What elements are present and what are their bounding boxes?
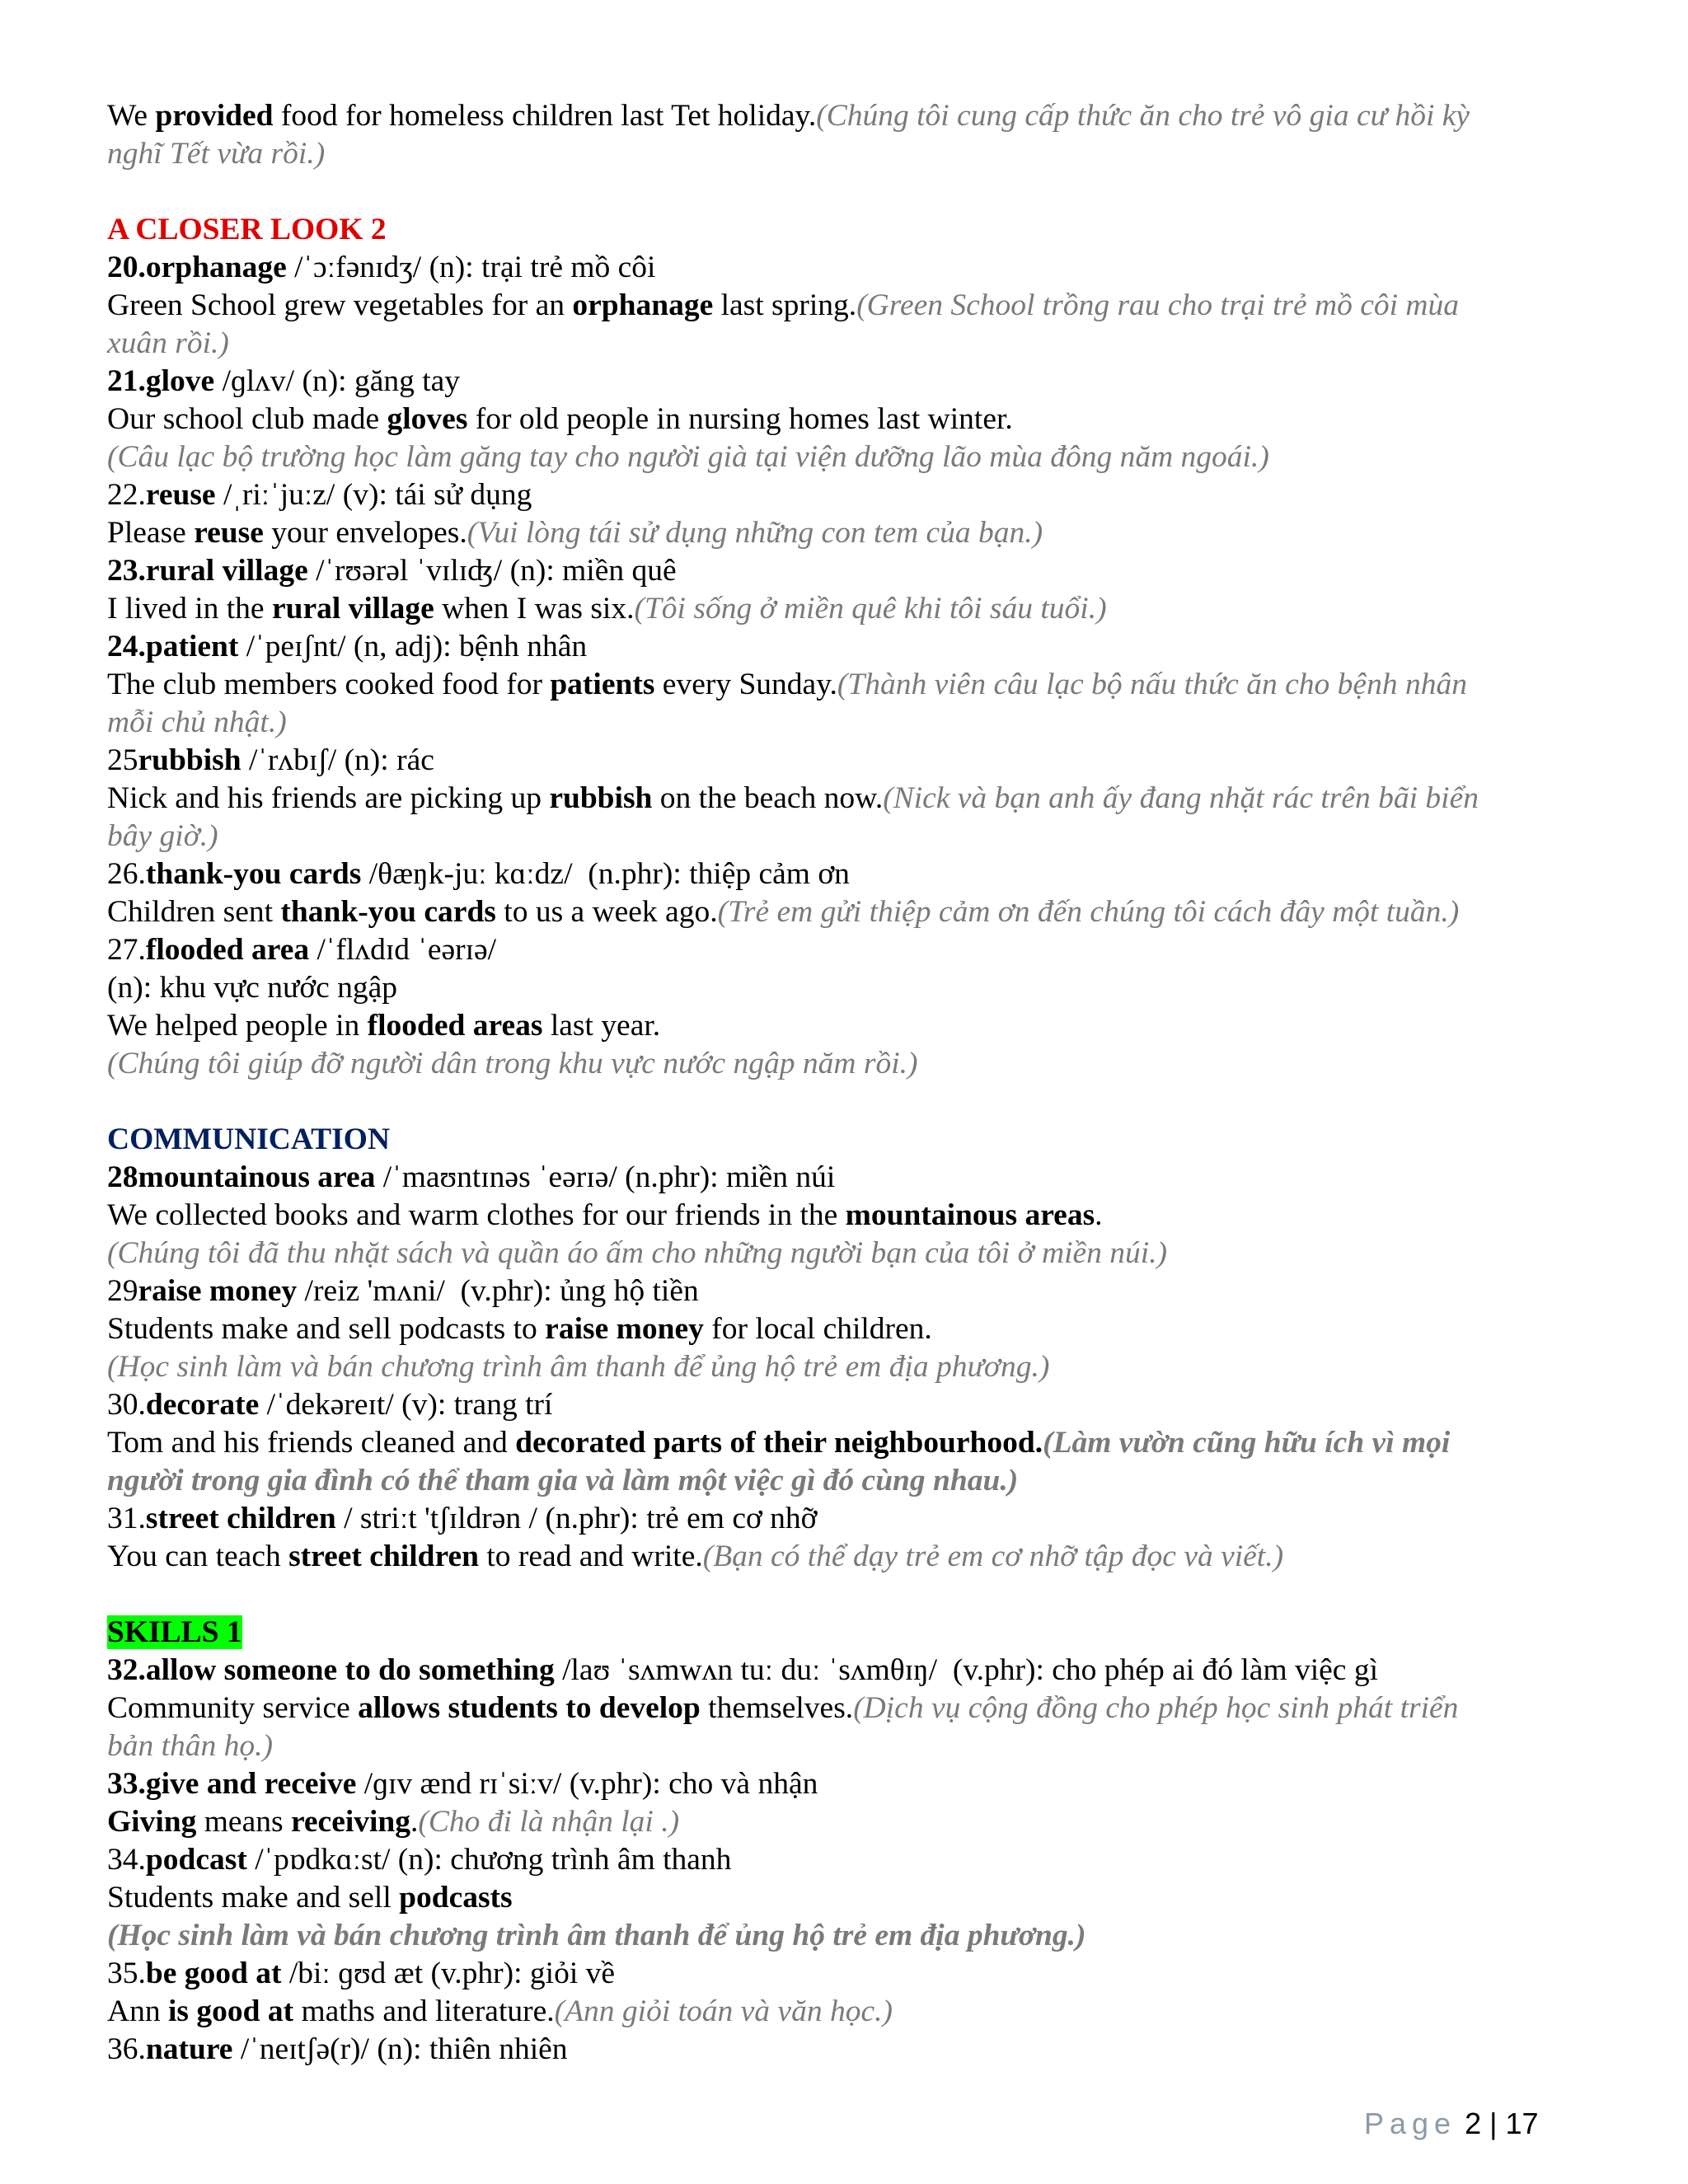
text-line bbox=[107, 1727, 1591, 1765]
body-text: 36. bbox=[107, 2032, 146, 2066]
vocab-term: thank-you cards bbox=[280, 895, 496, 929]
body-text: 31. bbox=[107, 1502, 146, 1535]
vocab-term: be good at bbox=[145, 1957, 282, 1990]
body-text: You can teach bbox=[107, 1540, 289, 1573]
text-line bbox=[107, 514, 1591, 552]
text-line bbox=[107, 1045, 1591, 1083]
blank-line bbox=[107, 1576, 1591, 1614]
vocab-term: allows students to develop bbox=[358, 1691, 701, 1725]
vocab-term: thank-you cards bbox=[145, 857, 362, 891]
vocab-term: Giving bbox=[107, 1805, 197, 1839]
vocab-term: flooded areas bbox=[367, 1009, 543, 1043]
body-text: last year. bbox=[542, 1009, 661, 1043]
text-line bbox=[107, 1690, 1591, 1727]
text-line bbox=[107, 1500, 1591, 1538]
body-text: 29 bbox=[107, 1274, 138, 1308]
body-text: to us a week ago. bbox=[495, 895, 718, 929]
body-text: /ˈrʌbɪʃ/ (n): rác bbox=[241, 743, 434, 777]
body-text: . bbox=[1095, 1198, 1103, 1232]
footer-page-number: 2 bbox=[1465, 2107, 1482, 2140]
body-text: /ˌriːˈjuːz/ (v): tái sử dụng bbox=[215, 478, 532, 512]
footer-separator: | bbox=[1481, 2107, 1506, 2140]
text-line bbox=[107, 1386, 1591, 1424]
body-text: when I was six. bbox=[434, 592, 635, 626]
body-text: 27. bbox=[107, 933, 146, 967]
vocab-term: patients bbox=[550, 668, 655, 701]
body-text: every Sunday. bbox=[654, 668, 837, 701]
body-text: /ˈɔːfənɪdʒ/ (n): trại trẻ mồ côi bbox=[286, 251, 656, 284]
vocab-term: flooded area bbox=[145, 933, 310, 967]
body-text: /ˈdekəreɪt/ (v): trang trí bbox=[259, 1388, 553, 1422]
translation-text: (Thành viên câu lạc bộ nấu thức ăn cho bệnh nhân bbox=[837, 668, 1467, 701]
section-heading bbox=[107, 1121, 1591, 1159]
body-text: Green School grew vegetables for an bbox=[107, 288, 573, 322]
body-text: /ˈflʌdɪd ˈeərɪə/ bbox=[309, 933, 497, 967]
text-line bbox=[107, 1993, 1591, 2031]
text-line bbox=[107, 1462, 1591, 1500]
text-line bbox=[107, 287, 1591, 325]
vocab-term: 32.allow someone to do something bbox=[107, 1653, 555, 1687]
footer-page-total: 17 bbox=[1505, 2107, 1539, 2140]
body-text: Students make and sell bbox=[107, 1881, 400, 1915]
section-heading bbox=[107, 1614, 1591, 1652]
body-text: 35. bbox=[107, 1957, 146, 1990]
text-line bbox=[107, 1235, 1591, 1272]
translation-text: (Dịch vụ cộng đồng cho phép học sinh phát triển bbox=[853, 1691, 1459, 1725]
vocab-term: raise money bbox=[138, 1274, 298, 1308]
vocab-term: rural village bbox=[271, 592, 434, 626]
text-line bbox=[107, 1007, 1591, 1045]
vocab-term: 28mountainous area bbox=[107, 1160, 376, 1194]
translation-text: (Chúng tôi giúp đỡ người dân trong khu vực nước ngập năm rồi.) bbox=[107, 1047, 918, 1080]
translation-text: người trong gia đình có thể tham gia và làm một việc gì đó cùng nhau.) bbox=[107, 1464, 1019, 1497]
page-footer bbox=[1364, 2106, 1539, 2142]
vocab-term: rubbish bbox=[138, 743, 241, 777]
body-text: /ˈmaʊntɪnəs ˈeərɪə/ (n.phr): miền núi bbox=[375, 1160, 836, 1194]
text-line bbox=[107, 1879, 1591, 1917]
vocab-term: receiving bbox=[290, 1805, 411, 1839]
translation-text: bản thân họ.) bbox=[107, 1729, 274, 1763]
body-text: your envelopes. bbox=[263, 516, 467, 550]
body-text: . bbox=[410, 1805, 419, 1839]
body-text: We collected books and warm clothes for our friends in the bbox=[107, 1198, 846, 1232]
body-text: /ˈpɒdkɑːst/ (n): chương trình âm thanh bbox=[246, 1843, 732, 1877]
body-text: /ɡlʌv/ (n): găng tay bbox=[214, 364, 461, 398]
body-text: We bbox=[107, 99, 156, 133]
vocab-term: reuse bbox=[145, 478, 216, 512]
body-text: means bbox=[196, 1805, 291, 1839]
vocab-term: 21.glove bbox=[107, 364, 215, 398]
vocab-term: rubbish bbox=[549, 781, 653, 815]
vocab-term: orphanage bbox=[572, 288, 714, 322]
text-line bbox=[107, 1652, 1591, 1690]
body-text: I lived in the bbox=[107, 592, 272, 626]
vocab-term: podcasts bbox=[399, 1881, 513, 1915]
translation-text: (Câu lạc bộ trường học làm găng tay cho người già tại viện dưỡng lão mùa đông năm ngoái.) bbox=[107, 440, 1269, 474]
text-line bbox=[107, 1159, 1591, 1197]
vocab-term: 24.patient bbox=[107, 630, 239, 663]
text-line bbox=[107, 1272, 1591, 1310]
body-text: The club members cooked food for bbox=[107, 668, 551, 701]
translation-text: (Học sinh làm và bán chương trình âm thanh để ủng hộ trẻ em địa phương.) bbox=[107, 1350, 1050, 1384]
body-text: for local children. bbox=[703, 1312, 932, 1346]
body-text: Students make and sell podcasts to bbox=[107, 1312, 546, 1346]
translation-text: bây giờ.) bbox=[107, 819, 218, 853]
text-line bbox=[107, 1348, 1591, 1386]
body-text: /ˈpeɪʃnt/ (n, adj): bệnh nhân bbox=[238, 630, 588, 663]
text-line bbox=[107, 1765, 1591, 1803]
body-text: food for homeless children last Tet holiday. bbox=[273, 99, 817, 133]
section-heading bbox=[107, 211, 1591, 249]
text-line bbox=[107, 438, 1591, 476]
text-line bbox=[107, 135, 1591, 173]
vocab-term: raise money bbox=[545, 1312, 704, 1346]
text-line bbox=[107, 1841, 1591, 1879]
vocab-term: mountainous areas bbox=[845, 1198, 1095, 1232]
vocab-term: 33.give and receive bbox=[107, 1767, 357, 1801]
body-text: / striːt 'tʃɪldrən / (n.phr): trẻ em cơ nhỡ bbox=[335, 1502, 818, 1535]
translation-text: (Chúng tôi đã thu nhặt sách và quần áo ấm cho những người bạn của tôi ở miền núi.) bbox=[107, 1236, 1168, 1270]
body-text: Community service bbox=[107, 1691, 359, 1725]
text-line bbox=[107, 476, 1591, 514]
translation-text: (Làm vườn cũng hữu ích vì mọi bbox=[1043, 1426, 1451, 1460]
text-line bbox=[107, 1424, 1591, 1462]
translation-text: (Bạn có thể dạy trẻ em cơ nhỡ tập đọc và viết.) bbox=[702, 1540, 1284, 1573]
body-text: 25 bbox=[107, 743, 138, 777]
text-line bbox=[107, 818, 1591, 855]
vocab-term: is good at bbox=[167, 1994, 294, 2028]
text-line bbox=[107, 1917, 1591, 1955]
vocab-term: reuse bbox=[194, 516, 264, 550]
text-line bbox=[107, 780, 1591, 818]
body-text: to read and write. bbox=[478, 1540, 703, 1573]
translation-text: (Nick và bạn anh ấy đang nhặt rác trên bãi biển bbox=[883, 781, 1479, 815]
body-text: Our school club made bbox=[107, 402, 387, 436]
text-line bbox=[107, 552, 1591, 590]
body-text: /reiz 'mʌni/ (v.phr): ủng hộ tiền bbox=[297, 1274, 699, 1308]
body-text: for old people in nursing homes last winter. bbox=[467, 402, 1013, 436]
translation-text: nghĩ Tết vừa rồi.) bbox=[107, 137, 326, 171]
body-text: 30. bbox=[107, 1388, 146, 1422]
text-line bbox=[107, 1803, 1591, 1841]
text-line bbox=[107, 1197, 1591, 1235]
translation-text: (Ann giỏi toán và văn học.) bbox=[554, 1994, 893, 2028]
body-text: themselves. bbox=[700, 1691, 854, 1725]
vocab-term: street children bbox=[288, 1540, 479, 1573]
body-text: /θæŋk-juː kɑːdz/ (n.phr): thiệp cảm ơn bbox=[361, 857, 850, 891]
body-text: Children sent bbox=[107, 895, 281, 929]
text-line bbox=[107, 704, 1591, 742]
body-text: last spring. bbox=[713, 288, 857, 322]
blank-line bbox=[107, 173, 1591, 211]
text-line bbox=[107, 893, 1591, 931]
text-line bbox=[107, 590, 1591, 628]
body-text: /ˈrʊərəl ˈvɪlɪʤ/ (n): miền quê bbox=[307, 554, 677, 588]
text-line bbox=[107, 249, 1591, 287]
body-text: Nick and his friends are picking up bbox=[107, 781, 550, 815]
body-text: 22. bbox=[107, 478, 146, 512]
translation-text: xuân rồi.) bbox=[107, 326, 229, 360]
section-heading-text: A CLOSER LOOK 2 bbox=[107, 213, 387, 246]
vocab-term: podcast bbox=[145, 1843, 247, 1877]
body-text: Ann bbox=[107, 1994, 168, 2028]
vocab-term: nature bbox=[145, 2032, 233, 2066]
translation-text: (Trẻ em gửi thiệp cảm ơn đến chúng tôi cách đây một tuần.) bbox=[717, 895, 1460, 929]
vocab-term: 23.rural village bbox=[107, 554, 308, 588]
body-text: We helped people in bbox=[107, 1009, 368, 1043]
text-line bbox=[107, 2031, 1591, 2069]
translation-text: mỗi chủ nhật.) bbox=[107, 705, 287, 739]
body-text: on the beach now. bbox=[652, 781, 884, 815]
vocab-term: 20.orphanage bbox=[107, 251, 287, 284]
body-text: /ɡɪv ænd rɪˈsiːv/ (v.phr): cho và nhận bbox=[356, 1767, 818, 1801]
body-text: /biː ɡʊd æt (v.phr): giỏi về bbox=[281, 1957, 616, 1990]
body-text: (n): khu vực nước ngập bbox=[107, 971, 398, 1005]
section-heading-text: SKILLS 1 bbox=[107, 1615, 242, 1649]
body-text: 26. bbox=[107, 857, 146, 891]
vocab-term: decorate bbox=[145, 1388, 260, 1422]
translation-text: (Tôi sống ở miền quê khi tôi sáu tuổi.) bbox=[634, 592, 1107, 626]
vocab-term: provided bbox=[155, 99, 274, 133]
text-line bbox=[107, 969, 1591, 1007]
body-text: maths and literature. bbox=[293, 1994, 555, 2028]
text-line bbox=[107, 325, 1591, 363]
translation-text: (Học sinh làm và bán chương trình âm thanh để ủng hộ trẻ em địa phương.) bbox=[107, 1919, 1086, 1952]
text-line bbox=[107, 97, 1591, 135]
body-text: Please bbox=[107, 516, 195, 550]
translation-text: (Green School trồng rau cho trại trẻ mồ côi mùa bbox=[856, 288, 1459, 322]
body-text: Tom and his friends cleaned and bbox=[107, 1426, 516, 1460]
text-line bbox=[107, 363, 1591, 401]
vocabulary-list bbox=[107, 97, 1591, 2069]
text-line bbox=[107, 931, 1591, 969]
vocab-term: gloves bbox=[387, 402, 468, 436]
translation-text: (Chúng tôi cung cấp thức ăn cho trẻ vô gia cư hồi kỳ bbox=[816, 99, 1470, 133]
text-line bbox=[107, 855, 1591, 893]
text-line bbox=[107, 1955, 1591, 1993]
blank-line bbox=[107, 1083, 1591, 1121]
text-line bbox=[107, 1538, 1591, 1576]
text-line bbox=[107, 401, 1591, 438]
text-line bbox=[107, 666, 1591, 704]
body-text: 34. bbox=[107, 1843, 146, 1877]
vocab-term: street children bbox=[145, 1502, 336, 1535]
body-text: /laʊ ˈsʌmwʌn tuː duː ˈsʌmθɪŋ/ (v.phr): cho phép ai đó làm việc gì bbox=[554, 1653, 1378, 1687]
text-line bbox=[107, 1310, 1591, 1348]
translation-text: (Vui lòng tái sử dụng những con tem của bạn.) bbox=[467, 516, 1043, 550]
vocab-term: decorated parts of their neighbourhood. bbox=[515, 1426, 1043, 1460]
body-text: /ˈneɪtʃə(r)/ (n): thiên nhiên bbox=[232, 2032, 568, 2066]
footer-page-label: Page bbox=[1364, 2107, 1457, 2140]
translation-text: (Cho đi là nhận lại .) bbox=[418, 1805, 680, 1839]
text-line bbox=[107, 742, 1591, 780]
section-heading-text: COMMUNICATION bbox=[107, 1122, 391, 1156]
text-line bbox=[107, 628, 1591, 666]
